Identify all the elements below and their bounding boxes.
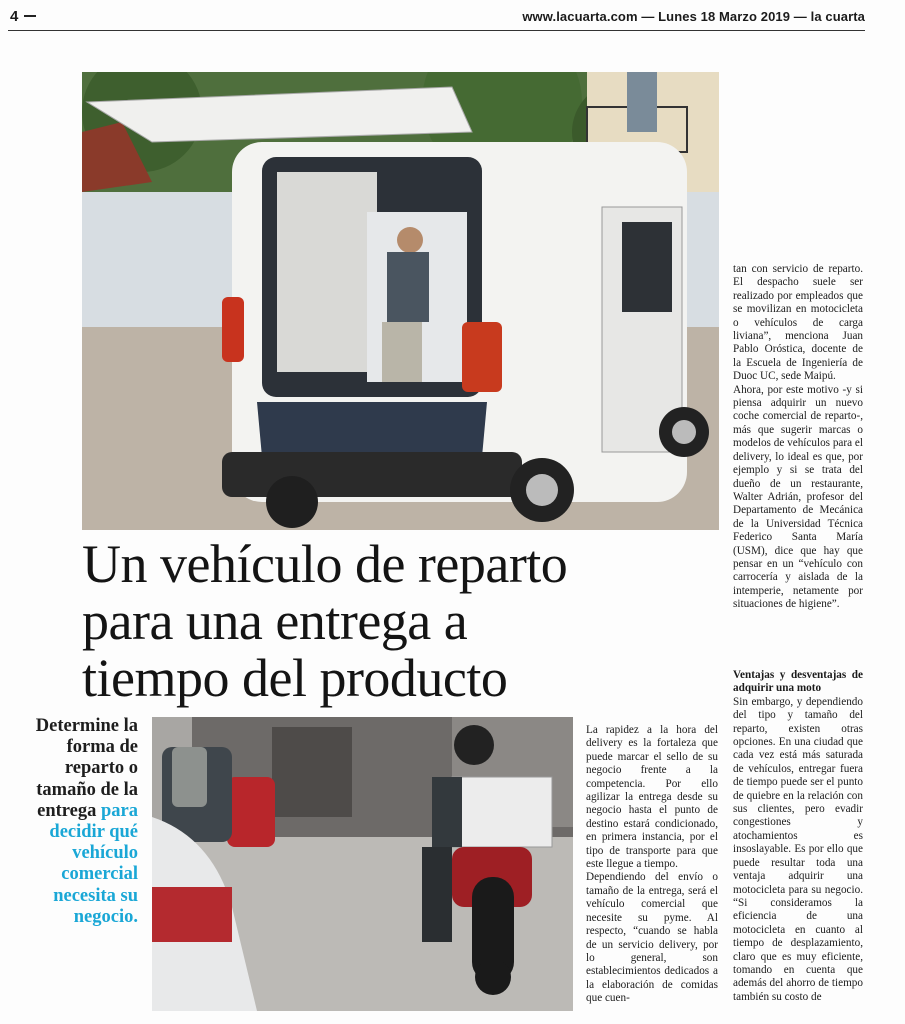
- article-column-right-top: [733, 263, 863, 612]
- paragraph: Dependiendo del envío o tamaño de la entrega, será el vehículo comercial que necesite su pyme. Al respecto, “cuando se habla de un servicio delivery, por lo general, son establecimientos dedicados a la elaboración de comidas que cuen-: [586, 871, 718, 1005]
- deck: [8, 716, 138, 928]
- page-number-dash: [24, 15, 36, 17]
- paragraph: Ahora, por este motivo -y si piensa adquirir un nuevo coche comercial de reparto-, más que sugerir marcas o modelos de vehículos para el delivery, lo ideal es que, por ejemplo y si se trata del dueño de un restaurante, Walter Adrián, profesor del Departamento de Mecánica de la Universidad Técnica Federico Santa María (USM), dice que hay que pensar en un “vehículo con carrocería y aislada de la intemperie, netamente por situaciones de higiene”.: [733, 383, 863, 611]
- paragraph: La rapidez a la hora del delivery es la fortaleza que puede marcar el sello de su negocio frente a la competencia. Por ello agilizar la entrega desde su negocio hasta el punto de destino estará condicionado, en primera instancia, por el tipo de transporte para que este llegue a tiempo.: [586, 724, 718, 871]
- van-illustration: [82, 72, 719, 530]
- article-column-middle: [586, 724, 718, 1006]
- headline-line: para una entrega a: [82, 591, 468, 651]
- header-rule: [8, 30, 865, 31]
- page-number: 4: [10, 8, 19, 25]
- top-photo: [82, 72, 719, 530]
- article-column-right-bottom: [733, 665, 863, 1004]
- headline: [82, 536, 722, 707]
- masthead: www.lacuarta.com — Lunes 18 Marzo 2019 — la cuarta: [522, 9, 865, 24]
- paragraph: Sin embargo, y dependiendo del tipo y tamaño del reparto, existen otras opciones. En una ciudad que cada vez está más saturada de vehículos, entregar fuera de tiempo puede ser el punto de quiebre en la relación con sus clientes, pero evadir congestiones y atochamientos es insoslayable. Es por ello que puede resultar toda una ventaja adquirir una motocicleta para su negocio. “Si consideramos la eficiencia de una motocicleta en cuanto al tiempo de desplazamiento, claro que es muy eficiente, tomando en cuenta que además del ahorro de tiempo también su costo de: [733, 695, 863, 1003]
- section-subhead: Ventajas y desventajas de adquirir una moto: [733, 669, 863, 695]
- deck-highlight: para decidir qué vehículo comercial necesita su negocio.: [49, 800, 138, 927]
- bottom-photo: [152, 717, 573, 1011]
- deck-text: Determine la forma de reparto o tamaño de la entrega: [35, 716, 138, 821]
- paragraph: tan con servicio de reparto. El despacho suele ser realizado por empleados que se movilizan en motocicleta o vehículos de carga liviana”, menciona Juan Pablo Oróstica, docente de la Escuela de Ingeniería de Duoc UC, sede Maipú.: [733, 263, 863, 383]
- motorcycle-illustration: [152, 717, 573, 1011]
- headline-line: Un vehículo de reparto: [82, 534, 568, 594]
- headline-line: tiempo del producto: [82, 648, 508, 708]
